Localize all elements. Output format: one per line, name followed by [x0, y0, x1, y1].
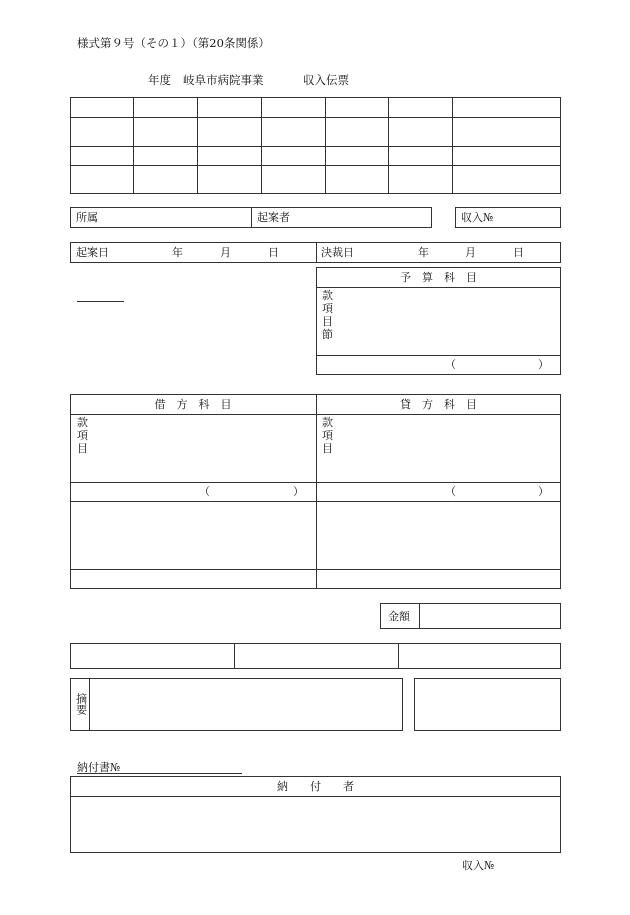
amount-label: 金額 — [388, 610, 410, 623]
summary-label: 摘要 — [74, 693, 88, 715]
draft-year-unit: 年 — [172, 246, 183, 259]
footer-receipt-no: 収入№ — [462, 859, 495, 872]
draft-date-label: 起案日 — [76, 246, 109, 259]
credit-items — [322, 416, 333, 455]
budget-item: 款 — [322, 289, 333, 302]
draft-month-unit: 月 — [220, 246, 231, 259]
budget-items — [322, 289, 333, 341]
credit-paren-close: ） — [538, 485, 549, 498]
budget-title: 予 算 科 目 — [400, 271, 477, 284]
debit-credit-section — [70, 394, 561, 589]
approval-year-unit: 年 — [418, 246, 429, 259]
affiliation-label: 所属 — [76, 211, 98, 224]
budget-paren-open: （ — [445, 358, 456, 371]
credit-title: 貸 方 科 目 — [400, 398, 477, 411]
drafter-label: 起案者 — [257, 211, 290, 224]
organization-name: 岐阜市病院事業 — [183, 73, 264, 87]
debit-paren-close: ） — [293, 485, 304, 498]
debit-title: 借 方 科 目 — [154, 398, 232, 411]
blank-line — [77, 301, 124, 302]
receipt-no-label: 収入№ — [461, 211, 494, 224]
budget-item: 項 — [322, 302, 333, 315]
approval-month-unit: 月 — [465, 246, 476, 259]
credit-item: 項 — [322, 429, 333, 442]
credit-item: 目 — [322, 442, 333, 455]
credit-paren-open: （ — [445, 485, 456, 498]
payer-title: 納 付 者 — [277, 780, 354, 793]
approval-day-unit: 日 — [513, 246, 524, 259]
credit-item: 款 — [322, 416, 333, 429]
debit-item: 款 — [77, 416, 88, 429]
budget-item: 節 — [322, 328, 333, 341]
approval-date-label: 決裁日 — [321, 246, 354, 259]
triple-cell-row — [70, 643, 561, 669]
budget-paren-close: ） — [538, 358, 549, 371]
debit-item: 項 — [77, 429, 88, 442]
form-number: 様式第９号（その１）（第20条関係） — [77, 36, 270, 50]
debit-items — [77, 416, 88, 455]
budget-item: 目 — [322, 315, 333, 328]
slip-title: 収入伝票 — [303, 73, 349, 87]
payment-slip-no-line — [77, 773, 242, 774]
affiliation-drafter-row — [70, 207, 432, 228]
fiscal-year-label: 年度 — [148, 73, 171, 87]
debit-paren-open: （ — [199, 485, 210, 498]
payment-slip-no-label: 納付書№ — [77, 761, 121, 774]
draft-day-unit: 日 — [268, 246, 279, 259]
stamp-grid — [70, 97, 561, 194]
side-box — [414, 678, 561, 731]
debit-item: 目 — [77, 442, 88, 455]
date-row — [70, 242, 561, 263]
summary-box — [70, 678, 403, 731]
